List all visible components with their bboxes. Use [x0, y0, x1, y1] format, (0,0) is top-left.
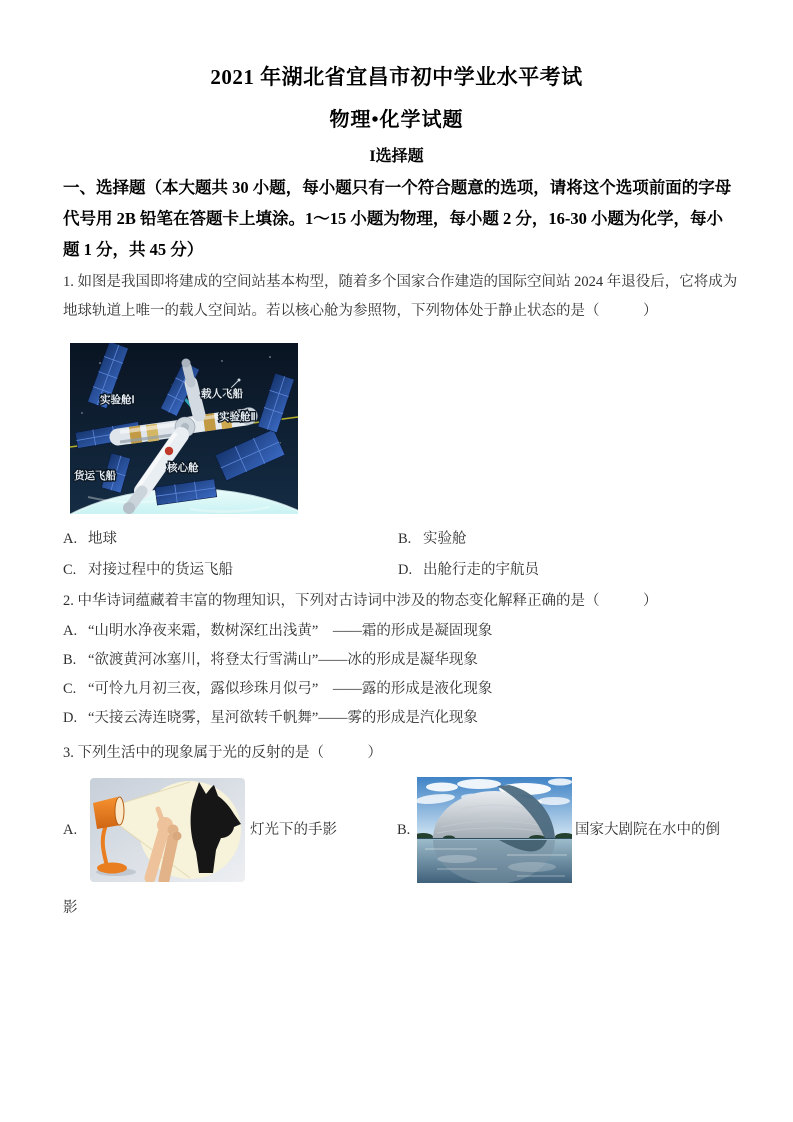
- option-text: “可怜九月初三夜，露似珍珠月似弓” ——露的形成是液化现象: [88, 681, 493, 697]
- hand-shadow-illustration: [90, 778, 245, 882]
- figure-label-crewed: 载人飞船: [201, 389, 243, 400]
- theatre-figure: [417, 777, 572, 883]
- figure-label-lab2: 实验舱Ⅱ: [219, 412, 256, 423]
- q3-caption-overflow: 影: [63, 900, 78, 916]
- intro-line: 一、选择题（本大题共 30 小题，每小题只有一个符合题意的选项，请将这个选项前面的字母: [63, 178, 732, 197]
- option-key: A.: [63, 531, 78, 547]
- theatre-illustration: [417, 777, 572, 883]
- intro-line: 题 1 分，共 45 分）: [63, 240, 204, 259]
- question-1-line: 1. 如图是我国即将建成的空间站基本构型，随着多个国家合作建造的国际空间站 2024 年退役后，它将成为: [63, 274, 738, 290]
- q3-item-b-caption: 国家大剧院在水中的倒: [575, 822, 720, 838]
- question-2-text: 2. 中华诗词蕴藏着丰富的物理知识，下列对古诗词中涉及的物态变化解释正确的是（ ）: [63, 593, 658, 609]
- option-text: 地球: [88, 531, 117, 547]
- option-key: B.: [63, 652, 77, 668]
- option-key: C.: [63, 681, 77, 697]
- option-text: “山明水净夜来霜，数树深红出浅黄” ——霜的形成是凝固现象: [88, 623, 493, 639]
- space-station-figure: [70, 343, 298, 514]
- q2-option-a: [63, 621, 492, 641]
- option-key: B.: [398, 531, 412, 547]
- q1-option-c: [63, 560, 233, 580]
- q2-option-d: [63, 708, 478, 728]
- option-key: D.: [398, 562, 413, 578]
- option-text: 对接过程中的货运飞船: [88, 562, 233, 578]
- figure-label-lab1: 实验舱Ⅰ: [100, 395, 135, 406]
- option-key: D.: [63, 710, 78, 726]
- section-heading: I选择题: [369, 148, 424, 165]
- option-key: C.: [63, 562, 77, 578]
- option-text: 出舱行走的宇航员: [423, 562, 539, 578]
- option-text: “欲渡黄河冰塞川，将登太行雪满山”——冰的形成是凝华现象: [88, 652, 478, 668]
- space-station-illustration: [70, 343, 298, 514]
- intro-line: 代号用 2B 铅笔在答题卡上填涂。1～15 小题为物理，每小题 2 分，16-30 小题为化学，每小: [63, 209, 723, 228]
- question-1-text: [63, 268, 743, 326]
- q3-item-a-key: A.: [63, 822, 78, 838]
- q1-option-a: [63, 529, 117, 549]
- question-3-text: 3. 下列生活中的现象属于光的反射的是（ ）: [63, 745, 382, 761]
- option-key: A.: [63, 623, 78, 639]
- q1-option-b: [398, 529, 467, 549]
- figure-label-core: 核心舱: [167, 463, 199, 474]
- intro-paragraph: [63, 172, 741, 265]
- page-title: 2021 年湖北省宜昌市初中学业水平考试: [210, 65, 583, 89]
- hand-shadow-figure: [90, 778, 245, 882]
- q2-option-c: [63, 679, 492, 699]
- figure-label-cargo: 货运飞船: [74, 471, 116, 482]
- page-subtitle: 物理•化学试题: [329, 109, 464, 131]
- question-1-line: 地球轨道上唯一的载人空间站。若以核心舱为参照物，下列物体处于静止状态的是（ ）: [63, 303, 658, 319]
- option-text: “天接云涛连晓雾，星河欲转千帆舞”——雾的形成是汽化现象: [88, 710, 478, 726]
- q2-option-b: [63, 650, 478, 670]
- option-text: 实验舱: [423, 531, 467, 547]
- q3-item-a-caption: 灯光下的手影: [250, 822, 337, 838]
- q3-item-b-key: B.: [397, 822, 411, 838]
- q1-option-d: [398, 560, 539, 580]
